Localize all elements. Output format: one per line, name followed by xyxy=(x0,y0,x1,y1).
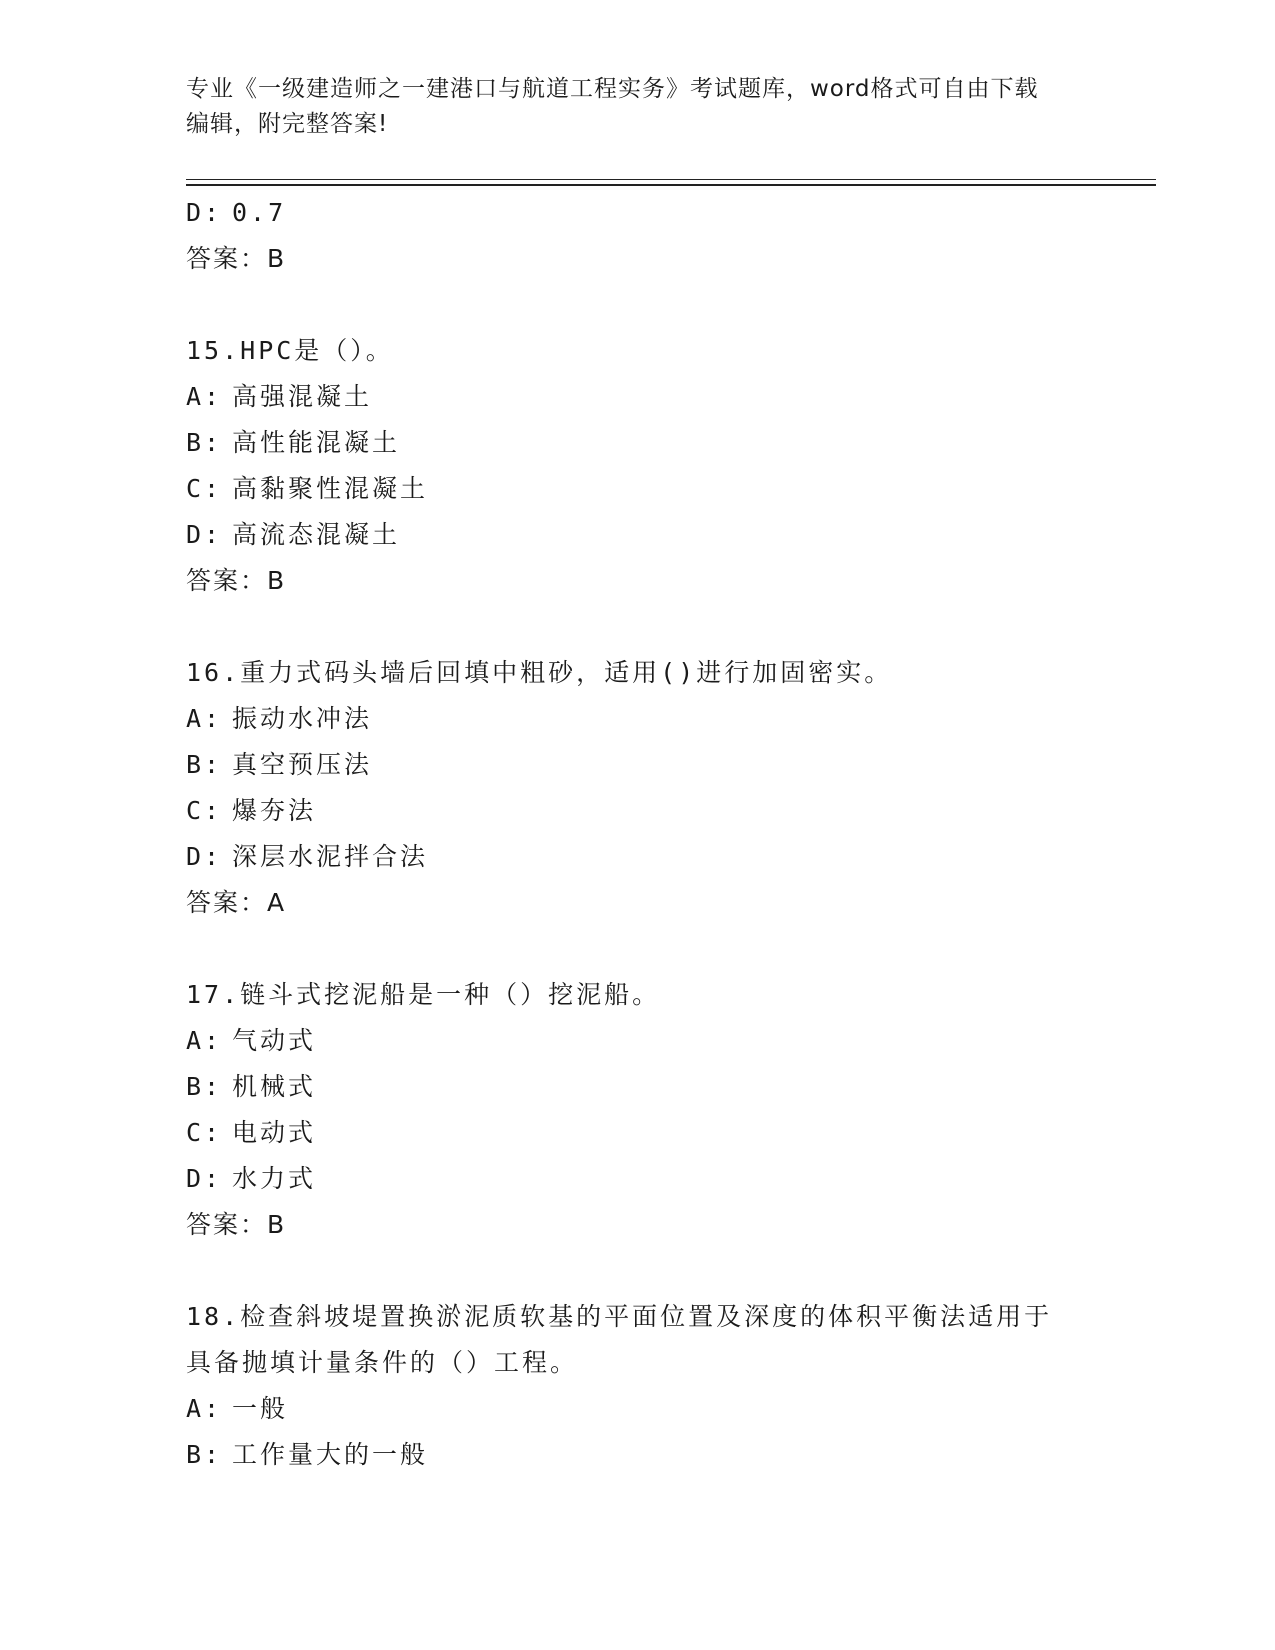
header-rule-thin xyxy=(186,179,1156,180)
option-d: D: 高流态混凝土 xyxy=(186,520,401,549)
answer-line: 答案：B xyxy=(186,566,286,595)
option-d: D: 深层水泥拌合法 xyxy=(186,842,429,871)
answer-line: 答案：A xyxy=(186,888,286,917)
option-c: C: 高黏聚性混凝土 xyxy=(186,474,429,503)
answer-line: 答案：B xyxy=(186,1210,286,1239)
document-header xyxy=(186,72,1066,142)
option-a: A: 高强混凝土 xyxy=(186,382,373,411)
question-15-text: 15.HPC是（）。 xyxy=(186,336,394,365)
option-b: B: 真空预压法 xyxy=(186,750,373,779)
option-a: A: 气动式 xyxy=(186,1026,317,1055)
question-17-text: 17.链斗式挖泥船是一种（）挖泥船。 xyxy=(186,980,661,1009)
option-d: D: 0.7 xyxy=(186,198,287,227)
option-a: A: 一般 xyxy=(186,1394,289,1423)
option-b: B: 高性能混凝土 xyxy=(186,428,401,457)
question-18-text: 18.检查斜坡堤置换淤泥质软基的平面位置及深度的体积平衡法适用于具备抛填计量条件的（）工程。 xyxy=(186,1302,1053,1377)
option-c: C: 爆夯法 xyxy=(186,796,317,825)
header-line-2: 编辑，附完整答案! xyxy=(186,111,389,137)
option-a: A: 振动水冲法 xyxy=(186,704,373,733)
header-rule-thick xyxy=(186,184,1156,186)
question-list xyxy=(186,190,1106,1478)
option-c: C: 电动式 xyxy=(186,1118,317,1147)
question-16-text: 16.重力式码头墙后回填中粗砂，适用()进行加固密实。 xyxy=(186,658,893,687)
option-b: B: 工作量大的一般 xyxy=(186,1440,429,1469)
option-d: D: 水力式 xyxy=(186,1164,317,1193)
option-b: B: 机械式 xyxy=(186,1072,317,1101)
header-line-1: 专业《一级建造师之一建港口与航道工程实务》考试题库，word格式可自由下载 xyxy=(186,76,1039,102)
answer-line: 答案：B xyxy=(186,244,286,273)
